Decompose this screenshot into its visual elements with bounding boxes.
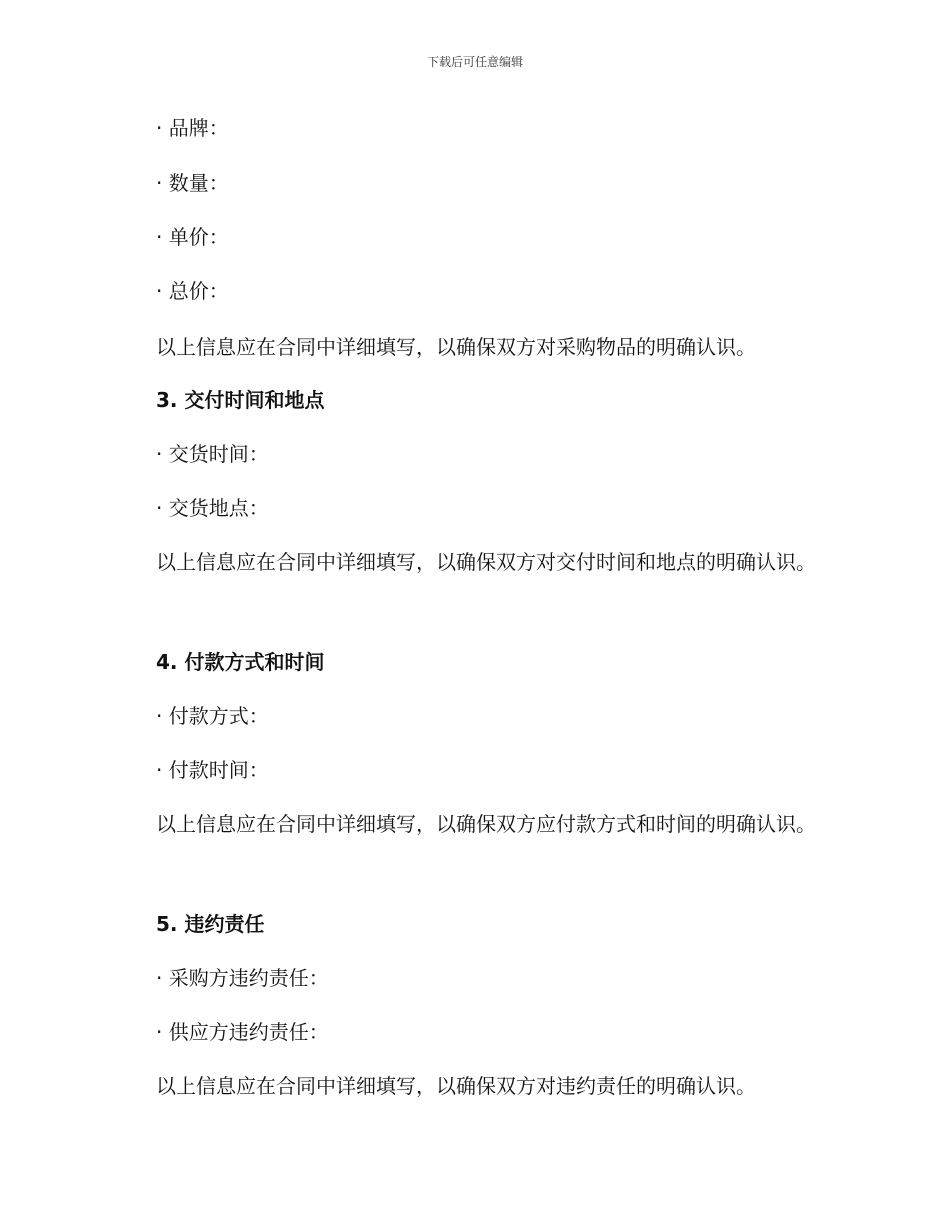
list-item-brand: · 品牌： bbox=[156, 116, 229, 140]
list-item-quantity: · 数量： bbox=[156, 171, 229, 195]
list-item-buyer-liability: · 采购方违约责任： bbox=[156, 966, 329, 990]
paragraph-items: 以上信息应在合同中详细填写，以确保双方对采购物品的明确认识。 bbox=[156, 335, 756, 359]
section-heading-4: 4. 付款方式和时间 bbox=[156, 650, 325, 674]
paragraph-payment: 以上信息应在合同中详细填写，以确保双方应付款方式和时间的明确认识。 bbox=[156, 812, 816, 836]
list-item-supplier-liability: · 供应方违约责任： bbox=[156, 1020, 329, 1044]
list-item-unit-price: · 单价： bbox=[156, 225, 229, 249]
list-item-delivery-place: · 交货地点： bbox=[156, 496, 269, 520]
list-item-payment-time: · 付款时间： bbox=[156, 758, 269, 782]
list-item-delivery-time: · 交货时间： bbox=[156, 442, 269, 466]
page-header: 下载后可任意编辑 bbox=[426, 55, 523, 69]
paragraph-liability: 以上信息应在合同中详细填写，以确保双方对违约责任的明确认识。 bbox=[156, 1074, 756, 1098]
section-heading-5: 5. 违约责任 bbox=[156, 912, 265, 936]
paragraph-delivery: 以上信息应在合同中详细填写，以确保双方对交付时间和地点的明确认识。 bbox=[156, 550, 816, 574]
list-item-payment-method: · 付款方式： bbox=[156, 704, 269, 728]
section-heading-3: 3. 交付时间和地点 bbox=[156, 388, 325, 412]
list-item-total-price: · 总价： bbox=[156, 279, 229, 303]
